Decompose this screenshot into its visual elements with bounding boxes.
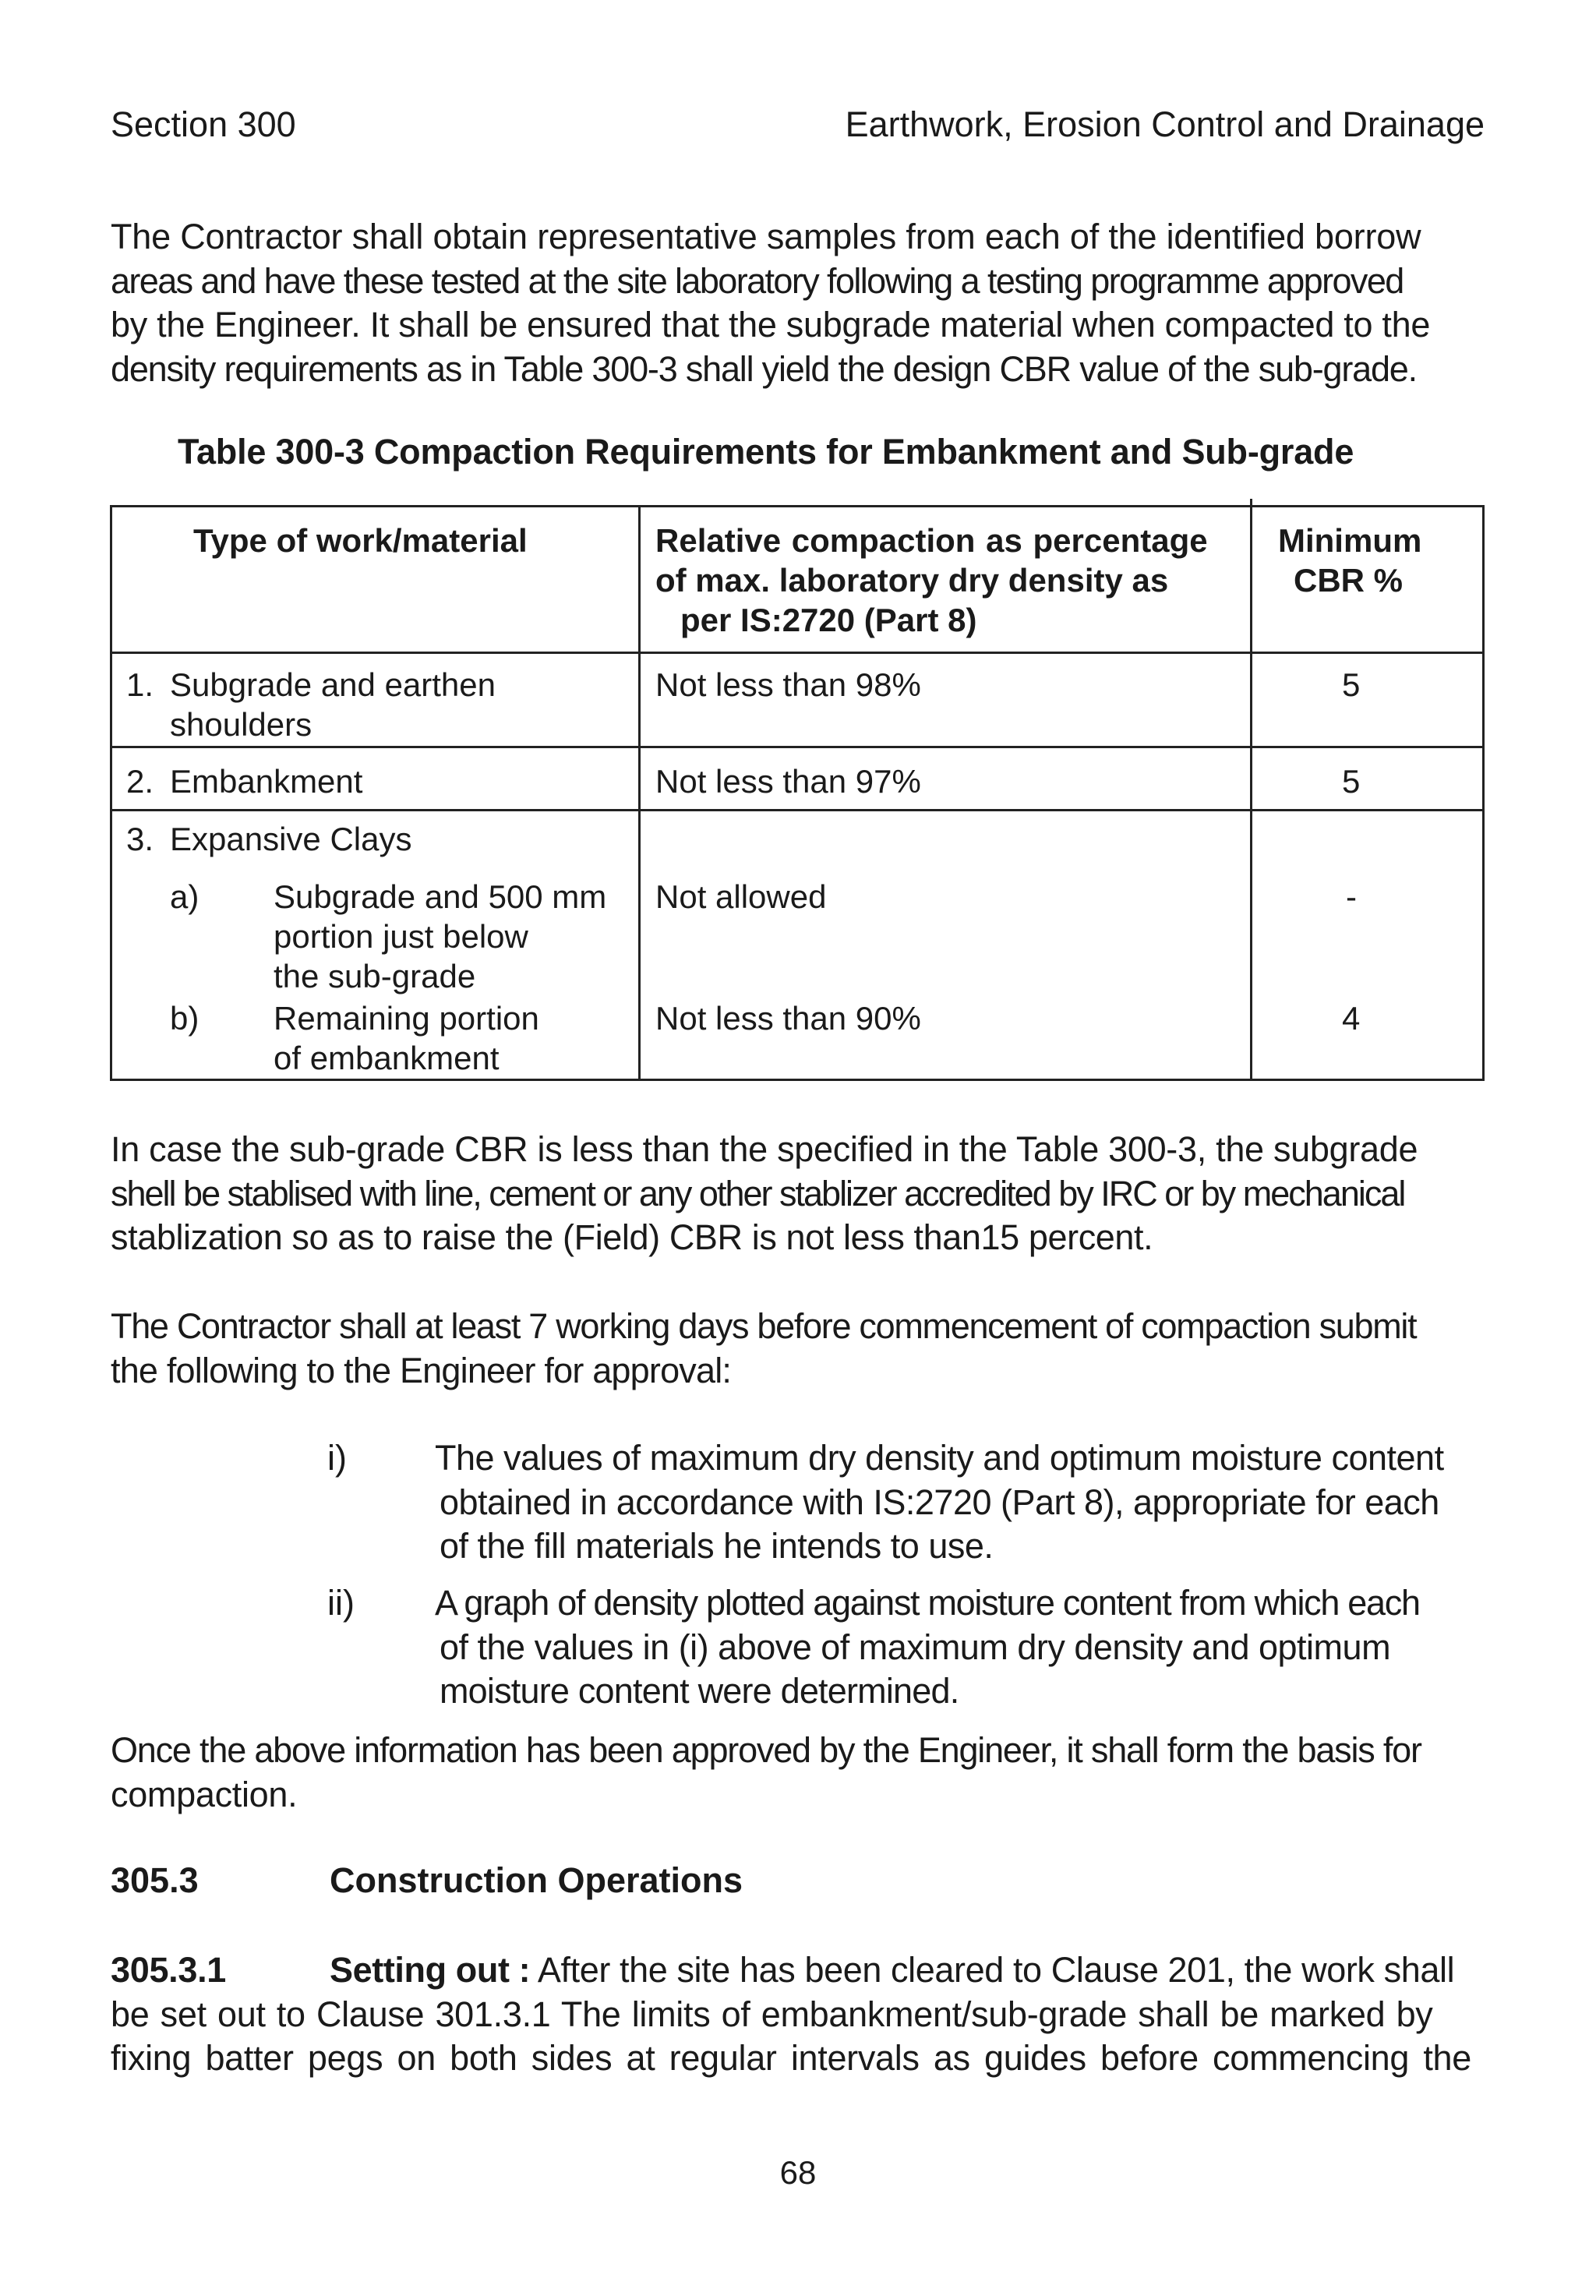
table-border-top (110, 505, 1485, 507)
running-header (111, 104, 1485, 151)
subrow-cbr: - (1346, 878, 1357, 915)
para-line: In case the sub-grade CBR is less than the specified in the Table 300-3, the subgrade (111, 1129, 1418, 1169)
para-line: The Contractor shall at least 7 working days before commencement of compaction submit (111, 1306, 1417, 1346)
header-line: of max. laboratory dry density as (655, 562, 1169, 599)
list-text (435, 1436, 1481, 1569)
table-border-right (1482, 505, 1485, 1081)
table-col-divider (638, 505, 641, 1081)
row-compaction: Not less than 97% (655, 763, 921, 800)
intro-line: density requirements as in Table 300-3 shall yield the design CBR value of the sub-grade. (111, 348, 1417, 389)
subsection-number: 305.3.1 (111, 1950, 227, 1990)
list-line: of the fill materials he intends to use. (440, 1526, 994, 1566)
section-title: Construction Operations (330, 1860, 743, 1900)
row-material (170, 665, 496, 744)
header-line: per IS:2720 (Part 8) (680, 602, 977, 638)
row-material: Embankment (170, 763, 363, 800)
subsection-line-start (330, 1948, 1454, 1993)
table-row-divider (110, 809, 1485, 811)
cell-line: Subgrade and 500 mm (274, 878, 607, 915)
list-marker: ii) (327, 1583, 355, 1623)
subrow-compaction: Not allowed (655, 878, 827, 915)
cbr-paragraph (111, 1128, 1485, 1260)
header-section: Section 300 (111, 104, 296, 144)
subsection-line-rest: After the site has been cleared to Clause 201, the work shall (530, 1950, 1455, 1990)
setting-out-paragraph (111, 1948, 1485, 2081)
header-line: Relative compaction as percentage (655, 522, 1208, 559)
row-cbr: 5 (1342, 763, 1361, 800)
approval-paragraph (111, 1729, 1485, 1817)
table-col-divider (1250, 499, 1252, 1081)
table-border-bottom (110, 1079, 1485, 1081)
header-line: CBR % (1294, 562, 1404, 599)
subrow-material (274, 877, 606, 996)
row-compaction: Not less than 98% (655, 666, 921, 703)
table-border-left (110, 505, 112, 1081)
intro-line: areas and have these tested at the site laboratory following a testing programme approved (111, 260, 1404, 301)
para-line (111, 1948, 1485, 1993)
row-number: 1. (126, 666, 154, 703)
list-marker: i) (327, 1438, 347, 1478)
table-title: Table 300-3 Compaction Requirements for Embankment and Sub-grade (178, 432, 1354, 472)
page-number: 68 (779, 2154, 817, 2191)
para-line: Once the above information has been approved by the Engineer, it shall form the basis for (111, 1730, 1421, 1770)
row-number: 2. (126, 763, 154, 800)
para-line: fixing batter pegs on both sides at regular intervals as guides before commencing the (111, 2038, 1471, 2078)
cell-line: the sub-grade (274, 958, 476, 994)
list-item (327, 1436, 1485, 1569)
table-row-divider (110, 652, 1485, 654)
header-type-of-work: Type of work/material (193, 522, 528, 559)
header-relative-compaction (655, 521, 1224, 640)
subrow-label: b) (170, 1000, 200, 1037)
list-line: obtained in accordance with IS:2720 (Part 8), appropriate for each (440, 1482, 1439, 1522)
cell-line: of embankment (274, 1040, 500, 1076)
list-line: A graph of density plotted against moisture content from which each (435, 1583, 1420, 1623)
para-line: be set out to Clause 301.3.1 The limits of embankment/sub-grade shall be marked by (111, 1994, 1433, 2034)
subrow-label: a) (170, 878, 200, 915)
subsection-title: Setting out : (330, 1950, 531, 1990)
list-line: The values of maximum dry density and optimum moisture content (435, 1438, 1444, 1478)
row-number: 3. (126, 821, 154, 857)
subrow-material (274, 998, 539, 1078)
para-line: compaction. (111, 1774, 298, 1814)
row-material: Expansive Clays (170, 821, 412, 857)
table-row-divider (110, 746, 1485, 748)
header-line: Minimum (1278, 522, 1422, 559)
list-item (327, 1581, 1485, 1714)
para-line: shell be stablised with line, cement or any other stablizer accredited by IRC or by mechanical (111, 1173, 1405, 1213)
row-cbr: 5 (1342, 666, 1361, 703)
section-number: 305.3 (111, 1860, 199, 1900)
cell-line: portion just below (274, 918, 528, 955)
cell-line: Subgrade and earthen (170, 666, 496, 703)
list-line: moisture content were determined. (440, 1671, 959, 1711)
subrow-compaction: Not less than 90% (655, 1000, 921, 1037)
para-line: stablization so as to raise the (Field) CBR is not less than15 percent. (111, 1217, 1153, 1257)
para-line: the following to the Engineer for approval: (111, 1350, 732, 1390)
intro-paragraph (111, 215, 1485, 391)
list-text (435, 1581, 1481, 1714)
intro-line: by the Engineer. It shall be ensured that the subgrade material when compacted to the (111, 305, 1431, 344)
intro-line: The Contractor shall obtain representative samples from each of the identified borrow (111, 217, 1421, 256)
header-chapter-title: Earthwork, Erosion Control and Drainage (845, 104, 1485, 144)
subrow-cbr: 4 (1342, 1000, 1361, 1037)
submission-paragraph (111, 1305, 1485, 1393)
header-minimum-cbr (1278, 521, 1421, 600)
list-line: of the values in (i) above of maximum dry density and optimum (440, 1627, 1391, 1667)
cell-line: shoulders (170, 706, 312, 743)
cell-line: Remaining portion (274, 1000, 539, 1037)
